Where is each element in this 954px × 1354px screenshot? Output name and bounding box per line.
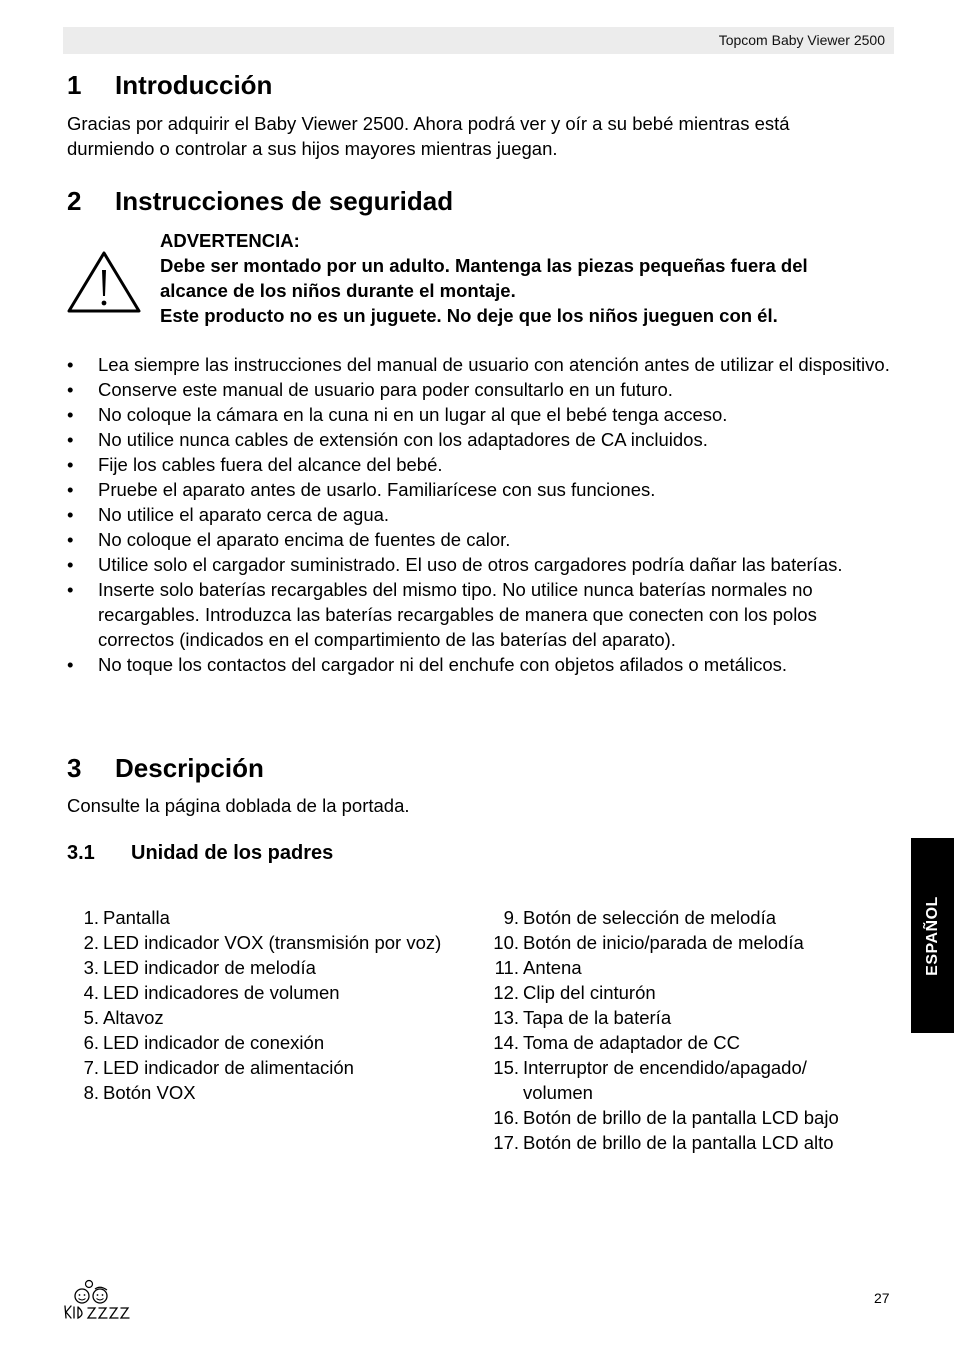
- list-item: 13. Tapa de la batería: [493, 1007, 672, 1028]
- section-1-heading: [67, 70, 272, 101]
- list-item: 3. LED indicador de melodía: [83, 957, 316, 978]
- list-item: 9. Botón de selección de melodía: [503, 907, 777, 928]
- section-3-text: Consulte la página doblada de la portada.: [67, 795, 410, 816]
- warning-line-3: Este producto no es un juguete. No deje que los niños jueguen con él.: [160, 305, 778, 326]
- list-item: • No toque los contactos del cargador ni del enchufe con objetos afilados o metálicos.: [67, 654, 788, 675]
- subsection-number: 3.1: [67, 842, 95, 864]
- list-item: 15. Interruptor de encendido/apagado/ volumen: [493, 1057, 807, 1103]
- list-item: 2. LED indicador VOX (transmisión por voz): [83, 932, 442, 953]
- list-item: 8. Botón VOX: [83, 1082, 196, 1103]
- warning-line-2: alcance de los niños durante el montaje.: [160, 280, 516, 301]
- list-item: • Lea siempre las instrucciones del manual de usuario con atención antes de utilizar el dispositivo.: [67, 354, 890, 375]
- subsection-3-1-heading: [67, 842, 333, 865]
- subsection-title: Unidad de los padres: [131, 842, 334, 864]
- parts-list-left: [71, 905, 451, 1105]
- page-number: 27: [874, 1290, 890, 1306]
- list-item: • Inserte solo baterías recargables del mismo tipo. No utilice nunca baterías normales no recargables. Introduzca las baterías recargables de manera que conecten con los polos correctos (indicados en el compartimiento de las baterías del aparato).: [67, 579, 817, 650]
- intro-paragraph: [67, 111, 887, 161]
- warning-label: ADVERTENCIA:: [160, 230, 300, 251]
- language-side-tab: [911, 838, 954, 1033]
- header-bar: [63, 27, 894, 54]
- list-item: • Utilice solo el cargador suministrado. El uso de otros cargadores podría dañar las baterías.: [67, 554, 843, 575]
- section-3-title: Descripción: [115, 753, 264, 783]
- list-item: 7. LED indicador de alimentación: [83, 1057, 354, 1078]
- list-item: 4. LED indicadores de volumen: [83, 982, 340, 1003]
- list-item: 5. Altavoz: [83, 1007, 164, 1028]
- warning-text: [160, 228, 900, 328]
- warning-triangle-icon: [66, 250, 142, 314]
- safety-bullet-list: [67, 352, 897, 677]
- kidzzz-logo: [62, 1278, 136, 1322]
- list-item: • Conserve este manual de usuario para poder consultarlo en un futuro.: [67, 379, 673, 400]
- list-item: 16. Botón de brillo de la pantalla LCD bajo: [493, 1107, 839, 1128]
- list-item: • Fije los cables fuera del alcance del bebé.: [67, 454, 443, 475]
- intro-line-2: durmiendo o controlar a sus hijos mayores mientras juegan.: [67, 138, 558, 159]
- list-item: • No utilice el aparato cerca de agua.: [67, 504, 390, 525]
- list-item: • No coloque la cámara en la cuna ni en un lugar al que el bebé tenga acceso.: [67, 404, 728, 425]
- list-item: 12. Clip del cinturón: [493, 982, 656, 1003]
- parts-list-right: [491, 905, 861, 1155]
- list-item: • No coloque el aparato encima de fuentes de calor.: [67, 529, 511, 550]
- warning-line-1: Debe ser montado por un adulto. Mantenga las piezas pequeñas fuera del: [160, 255, 808, 276]
- list-item: 17. Botón de brillo de la pantalla LCD alto: [493, 1132, 834, 1153]
- section-2-number: 2: [67, 186, 82, 216]
- list-item: 6. LED indicador de conexión: [83, 1032, 325, 1053]
- section-3-heading: [67, 753, 264, 784]
- header-title: Topcom Baby Viewer 2500: [718, 32, 885, 48]
- section-2-heading: [67, 186, 453, 217]
- section-3-number: 3: [67, 753, 82, 783]
- side-tab-label: ESPAÑOL: [923, 895, 941, 976]
- section-1-title: Introducción: [115, 70, 273, 100]
- list-item: 10. Botón de inicio/parada de melodía: [493, 932, 804, 953]
- list-item: • No utilice nunca cables de extensión con los adaptadores de CA incluidos.: [67, 429, 708, 450]
- list-item: 14. Toma de adaptador de CC: [493, 1032, 740, 1053]
- intro-line-1: Gracias por adquirir el Baby Viewer 2500. Ahora podrá ver y oír a su bebé mientras está: [67, 113, 790, 134]
- section-1-number: 1: [67, 70, 82, 100]
- section-2-title: Instrucciones de seguridad: [115, 186, 454, 216]
- list-item: 1. Pantalla: [83, 907, 170, 928]
- list-item: 11. Antena: [494, 957, 582, 978]
- list-item: • Pruebe el aparato antes de usarlo. Familiarícese con sus funciones.: [67, 479, 656, 500]
